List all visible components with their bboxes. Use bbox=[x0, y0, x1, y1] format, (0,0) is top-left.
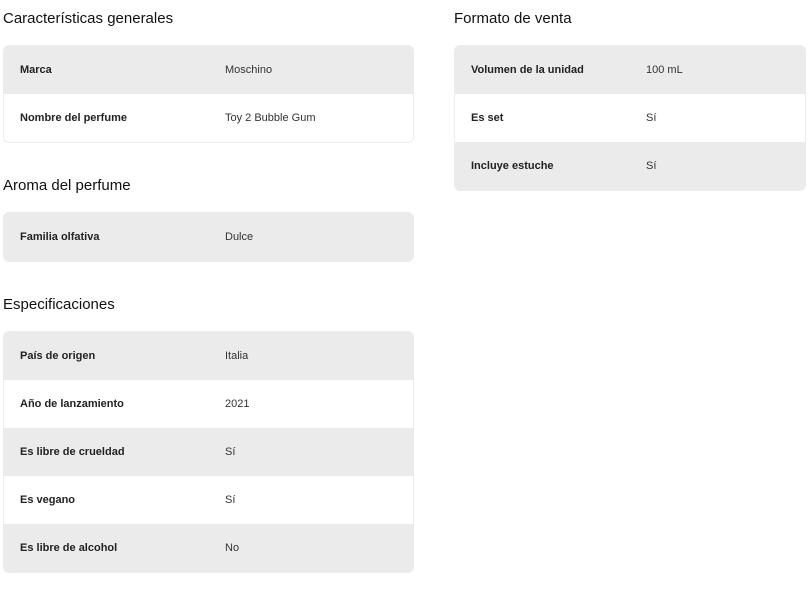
row-label: Volumen de la unidad bbox=[471, 64, 584, 76]
row-label: Marca bbox=[20, 64, 52, 76]
row-value: No bbox=[225, 542, 240, 554]
section-specs bbox=[3, 295, 414, 575]
table-row bbox=[4, 332, 413, 380]
table-row bbox=[455, 94, 805, 142]
row-value: Sí bbox=[646, 112, 657, 124]
row-value: 100 mL bbox=[646, 64, 683, 76]
table-row bbox=[4, 524, 413, 572]
specs-table bbox=[3, 212, 414, 262]
section-title: Aroma del perfume bbox=[3, 177, 131, 194]
specs-table bbox=[3, 331, 414, 573]
row-value: Toy 2 Bubble Gum bbox=[225, 112, 316, 124]
table-row bbox=[455, 46, 805, 94]
table-row bbox=[455, 142, 805, 190]
row-label: Es set bbox=[471, 112, 504, 124]
row-value: Sí bbox=[225, 446, 236, 458]
row-label: Incluye estuche bbox=[471, 160, 554, 172]
row-value: Sí bbox=[225, 494, 236, 506]
table-row bbox=[4, 213, 413, 261]
specs-table bbox=[3, 45, 414, 143]
specs-table bbox=[454, 45, 806, 191]
table-row bbox=[4, 94, 413, 142]
section-sale-format bbox=[454, 9, 806, 194]
table-row bbox=[4, 46, 413, 94]
row-value: 2021 bbox=[225, 398, 250, 410]
row-value: Moschino bbox=[225, 64, 273, 76]
row-label: Año de lanzamiento bbox=[20, 398, 124, 410]
section-aroma bbox=[3, 176, 414, 266]
row-label: Nombre del perfume bbox=[20, 112, 127, 124]
row-value: Sí bbox=[646, 160, 657, 172]
section-title: Formato de venta bbox=[454, 10, 572, 27]
table-row bbox=[4, 428, 413, 476]
row-label: País de origen bbox=[20, 350, 96, 362]
row-label: Es libre de crueldad bbox=[20, 446, 125, 458]
table-row bbox=[4, 380, 413, 428]
row-label: Es libre de alcohol bbox=[20, 542, 118, 554]
row-label: Familia olfativa bbox=[20, 231, 100, 243]
section-title: Especificaciones bbox=[3, 296, 115, 313]
row-value: Italia bbox=[225, 350, 249, 362]
row-label: Es vegano bbox=[20, 494, 76, 506]
table-row bbox=[4, 476, 413, 524]
row-value: Dulce bbox=[225, 231, 254, 243]
section-general bbox=[3, 9, 414, 144]
section-title: Características generales bbox=[3, 10, 174, 27]
